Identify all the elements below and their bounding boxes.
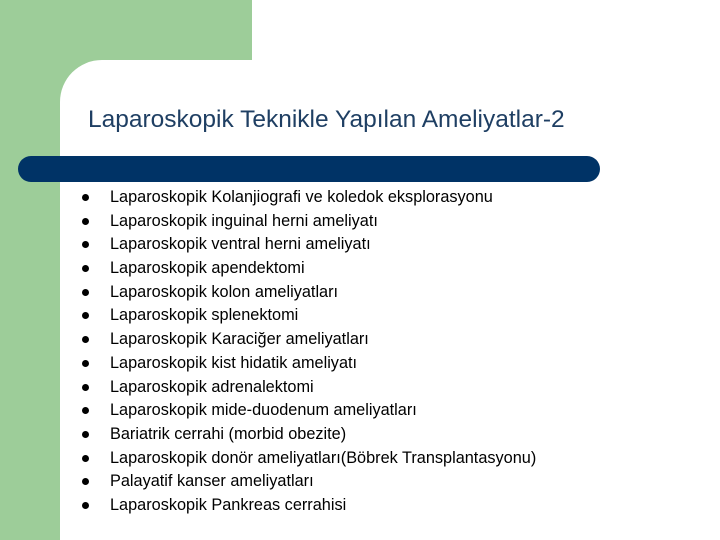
list-item-label: Laparoskopik apendektomi [110,259,305,278]
list-item-label: Laparoskopik Kolanjiografi ve koledok eksplorasyonu [110,188,493,206]
list-item [78,376,536,400]
list-item [78,186,536,210]
bullet-icon [82,502,89,509]
list-item-label: Laparoskopik kist hidatik ameliyatı [110,353,358,372]
list-item-label: Laparoskopik Karaciğer ameliyatları [110,330,369,349]
list-item [78,281,536,305]
list-item [78,233,536,257]
title-divider [18,156,600,182]
list-item [78,257,536,281]
list-item-label: Bariatrik cerrahi (morbid obezite) [110,424,347,443]
list-item-label: Laparoskopik donör ameliyatları(Böbrek Transplantasyonu) [110,448,537,467]
bullet-icon [82,455,89,462]
bullet-icon [82,431,89,438]
side-decoration [0,175,60,540]
bullet-icon [82,336,89,343]
list-item-label: Laparoskopik ventral herni ameliyatı [110,235,371,254]
list-item [78,494,536,518]
bullet-icon [82,194,89,201]
bullet-icon [82,384,89,391]
list-item-label: Laparoskopik adrenalektomi [110,377,314,396]
list-item [78,470,536,494]
list-item [78,423,536,447]
bullet-icon [82,289,89,296]
bullet-icon [82,478,89,485]
list-item [78,447,536,471]
list-item-label: Laparoskopik Pankreas cerrahisi [110,495,347,514]
bullet-icon [82,407,89,414]
list-item [78,304,536,328]
list-item [78,328,536,352]
list-item [78,210,536,234]
list-item-label: Palayatif kanser ameliyatları [110,472,314,491]
bullet-icon [82,312,89,319]
list-item-label: Laparoskopik splenektomi [110,306,299,325]
bullet-icon [82,265,89,272]
list-item [78,399,536,423]
slide-title: Laparoskopik Teknikle Yapılan Ameliyatlar-2 [88,106,565,133]
bullet-icon [82,218,89,225]
list-item-label: Laparoskopik kolon ameliyatları [110,282,339,301]
list-item [78,352,536,376]
bullet-icon [82,241,89,248]
bullet-icon [82,360,89,367]
list-item-label: Laparoskopik mide-duodenum ameliyatları [110,401,417,420]
procedure-list [78,186,536,518]
list-item-label: Laparoskopik inguinal herni ameliyatı [110,211,378,230]
